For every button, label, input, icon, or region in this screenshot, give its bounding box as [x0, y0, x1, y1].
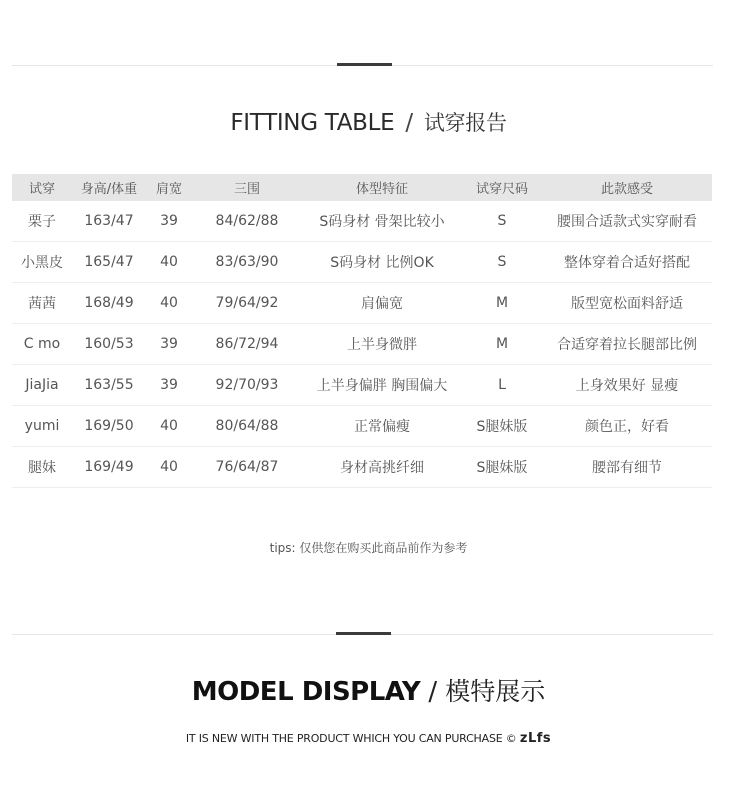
table-cell: 40 — [146, 406, 192, 447]
model-title-cn: 模特展示 — [445, 677, 546, 706]
table-cell: 上身效果好 显瘦 — [542, 365, 712, 406]
model-display-title — [0, 672, 737, 708]
header-cell: 试穿 — [12, 174, 72, 201]
table-cell: 165/47 — [72, 242, 146, 283]
table-cell: 茜茜 — [12, 283, 72, 324]
table-cell: 身材高挑纤细 — [302, 447, 462, 488]
table-cell: 79/64/92 — [192, 283, 302, 324]
table-cell: S码身材 骨架比较小 — [302, 201, 462, 242]
table-cell: S腿妹版 — [462, 447, 542, 488]
table-header-row — [12, 174, 712, 201]
fitting-title-en: FITTING TABLE — [230, 110, 395, 136]
table-cell: S码身材 比例OK — [302, 242, 462, 283]
table-cell: 169/49 — [72, 447, 146, 488]
table-cell: 76/64/87 — [192, 447, 302, 488]
top-divider-accent — [337, 63, 392, 66]
table-cell: 39 — [146, 365, 192, 406]
table-cell: 40 — [146, 283, 192, 324]
table-cell: 腰围合适款式实穿耐看 — [542, 201, 712, 242]
table-cell: 80/64/88 — [192, 406, 302, 447]
table-cell: yumi — [12, 406, 72, 447]
fitting-title-cn: 试穿报告 — [423, 111, 507, 135]
fitting-table — [12, 174, 712, 488]
header-cell: 试穿尺码 — [462, 174, 542, 201]
table-row — [12, 365, 712, 406]
table-cell: M — [462, 283, 542, 324]
middle-divider-accent — [336, 632, 391, 635]
table-cell: 163/55 — [72, 365, 146, 406]
table-cell: 39 — [146, 201, 192, 242]
table-row — [12, 447, 712, 488]
table-cell: 颜色正，好看 — [542, 406, 712, 447]
model-subline — [0, 731, 737, 746]
table-row — [12, 201, 712, 242]
table-cell: 小黑皮 — [12, 242, 72, 283]
table-cell: 168/49 — [72, 283, 146, 324]
table-cell: 40 — [146, 447, 192, 488]
table-cell: 正常偏瘦 — [302, 406, 462, 447]
model-title-separator: / — [428, 677, 438, 707]
subline-text: IT IS NEW WITH THE PRODUCT WHICH YOU CAN PURCHASE © — [185, 732, 517, 745]
table-cell: 163/47 — [72, 201, 146, 242]
tips-note: tips: 仅供您在购买此商品前作为参考 — [269, 541, 468, 555]
table-cell: 整体穿着合适好搭配 — [542, 242, 712, 283]
table-cell: 84/62/88 — [192, 201, 302, 242]
table-cell: 上半身偏胖 胸围偏大 — [302, 365, 462, 406]
table-cell: 169/50 — [72, 406, 146, 447]
brand-logo: zLfs — [519, 731, 552, 746]
table-cell: L — [462, 365, 542, 406]
table-cell: 83/63/90 — [192, 242, 302, 283]
table-cell: 40 — [146, 242, 192, 283]
table-cell: 腿妹 — [12, 447, 72, 488]
table-cell: 86/72/94 — [192, 324, 302, 365]
table-cell: 版型宽松面料舒适 — [542, 283, 712, 324]
table-row — [12, 242, 712, 283]
table-row — [12, 283, 712, 324]
table-cell: 栗子 — [12, 201, 72, 242]
header-cell: 此款感受 — [542, 174, 712, 201]
table-cell: JiaJia — [12, 365, 72, 406]
table-cell: C mo — [12, 324, 72, 365]
model-title-en: MODEL DISPLAY — [191, 677, 421, 707]
table-cell: S腿妹版 — [462, 406, 542, 447]
table-cell: 上半身微胖 — [302, 324, 462, 365]
table-cell: 39 — [146, 324, 192, 365]
table-cell: M — [462, 324, 542, 365]
header-cell: 肩宽 — [146, 174, 192, 201]
table-cell: 合适穿着拉长腿部比例 — [542, 324, 712, 365]
header-cell: 体型特征 — [302, 174, 462, 201]
fitting-title-separator: / — [405, 110, 413, 136]
table-cell: 肩偏宽 — [302, 283, 462, 324]
table-cell: 腰部有细节 — [542, 447, 712, 488]
fitting-table-title — [0, 107, 737, 137]
table-cell: S — [462, 201, 542, 242]
table-cell: S — [462, 242, 542, 283]
header-cell: 身高/体重 — [72, 174, 146, 201]
table-row — [12, 324, 712, 365]
table-cell: 160/53 — [72, 324, 146, 365]
header-cell: 三围 — [192, 174, 302, 201]
table-row — [12, 406, 712, 447]
table-cell: 92/70/93 — [192, 365, 302, 406]
